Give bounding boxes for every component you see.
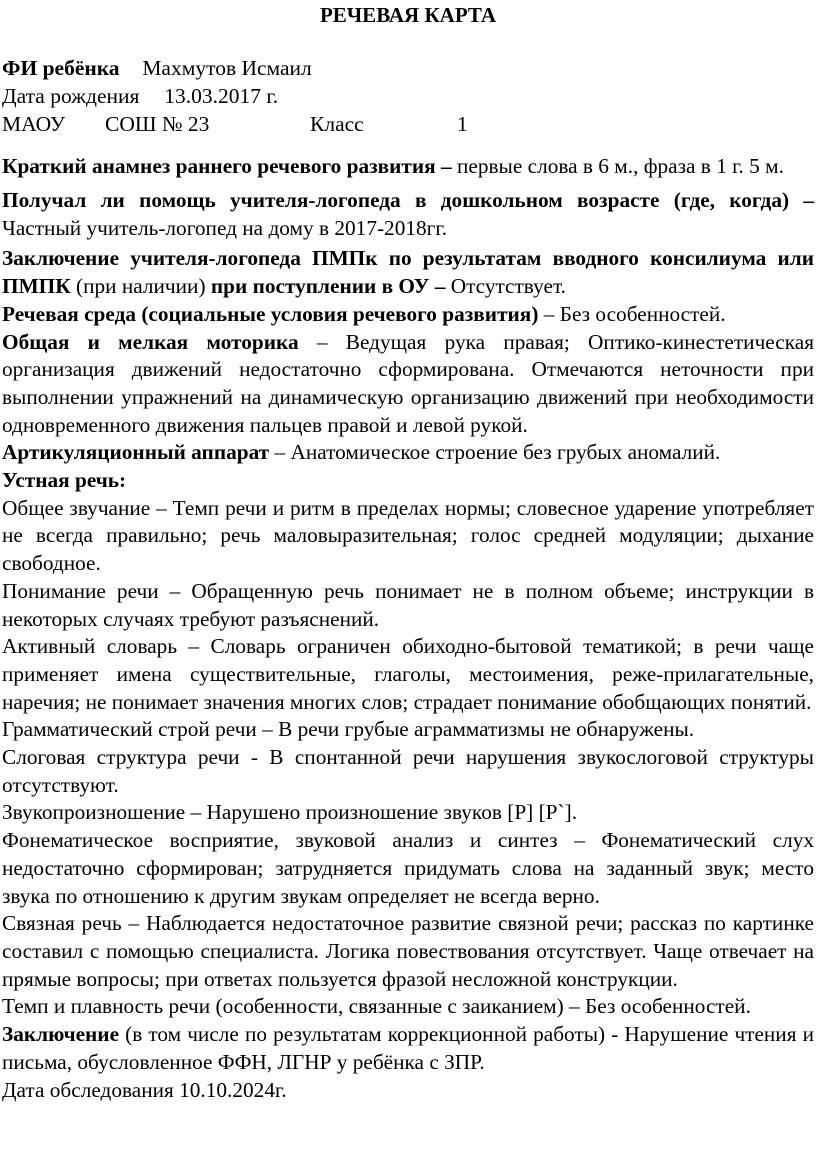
- school-org: МАОУ: [2, 112, 66, 136]
- child-name-label: ФИ ребёнка: [2, 56, 120, 80]
- pmpk-paragraph: [2, 245, 814, 300]
- class-label: Класс: [310, 112, 364, 136]
- pmpk-middle: (при наличии): [70, 274, 211, 299]
- pmpk-text: Отсутствует.: [445, 274, 566, 299]
- oral-speech-label: Устная речь:: [2, 468, 127, 493]
- pmpk-label2: при поступлении в ОУ –: [210, 274, 446, 299]
- speech-env-label: Речевая среда (социальные условия речевого развития): [2, 301, 539, 326]
- school-name: СОШ № 23: [105, 112, 210, 136]
- conclusion-text: (в том числе по результатам коррекционной работы) - Нарушение чтения и письма, обусловленное ФФН, ЛГНР у ребёнка с ЗПР.: [2, 1022, 814, 1074]
- motor-paragraph: [2, 329, 814, 440]
- grammar-paragraph: Грамматический строй речи – В речи грубые аграмматизмы не обнаружены.: [2, 717, 695, 742]
- articulation-text: – Анатомическое строение без грубых аномалий.: [269, 440, 721, 465]
- tempo-paragraph: Темп и плавность речи (особенности, связанные с заиканием) – Без особенностей.: [2, 994, 751, 1019]
- phonemic-paragraph: Фонематическое восприятие, звуковой анализ и синтез – Фонематический слух недостаточно сформирован; затрудняется придумать слова на заданный звук; место звука по отношению к другим звукам определяет не всегда верно.: [2, 828, 814, 908]
- exam-date: Дата обследования 10.10.2024г.: [2, 1077, 287, 1102]
- motor-text: – Ведущая рука правая; Оптико-кинестетическая организация движений недостаточно сформирована. Отмечаются неточности при выполнении упражнений на динамическую организацию движений при необходимости одновременного движения пальцев правой и левой рукой.: [2, 329, 814, 437]
- vocabulary-paragraph: Активный словарь – Словарь ограничен обиходно-бытовой тематикой; в речи чаще применяет имена существительные, глаголы, местоимения, реже-прилагательные, наречия; не понимает значения многих слов; страдает понимание обобщающих понятий.: [2, 634, 814, 714]
- speech-env-paragraph: [2, 301, 814, 329]
- articulation-paragraph: [2, 439, 814, 467]
- conclusion-label: Заключение: [2, 1022, 120, 1047]
- understanding-paragraph: Понимание речи – Обращенную речь понимает не в полном объеме; инструкции в некоторых случаях требуют разъяснений.: [2, 578, 814, 631]
- birth-date-label: Дата рождения: [2, 84, 140, 108]
- anamnesis-label: Краткий анамнез раннего речевого развития –: [2, 154, 452, 178]
- document-title: РЕЧЕВАЯ КАРТА: [319, 3, 497, 27]
- child-name-row: [2, 55, 312, 82]
- preschool-help-label: Получал ли помощь учителя-логопеда в дошкольном возрасте (где, когда) –: [2, 188, 814, 212]
- speech-env-text: – Без особенностей.: [538, 301, 726, 326]
- pronunciation-paragraph: Звукопроизношение – Нарушено произношение звуков [Р] [Р`].: [2, 800, 578, 825]
- school-row: [2, 111, 814, 138]
- syllable-paragraph: Слоговая структура речи - В спонтанной речи нарушения звукослоговой структуры отсутствуют.: [2, 745, 814, 797]
- class-value: 1: [457, 112, 468, 136]
- articulation-label: Артикуляционный аппарат: [2, 440, 270, 465]
- pmpk-label: Заключение учителя-логопеда ПМПк по результатам вводного консилиума или ПМПК: [2, 246, 814, 299]
- anamnesis-text: первые слова в 6 м., фраза в 1 г. 5 м.: [451, 154, 784, 178]
- motor-label: Общая и мелкая моторика: [2, 329, 299, 354]
- preschool-help-paragraph: [2, 187, 814, 242]
- oral-speech-heading: [2, 467, 814, 495]
- anamnesis-paragraph: [2, 151, 814, 182]
- birth-date-value: 13.03.2017 г.: [164, 84, 279, 108]
- coherent-speech-paragraph: Связная речь – Наблюдается недостаточное развитие связной речи; рассказ по картинке составил с помощью специалиста. Логика повествования отсутствует. Чаще отвечает на прямые вопросы; при ответах пользуется фразой несложной конструкции.: [2, 911, 814, 991]
- general-sound-paragraph: Общее звучание – Темп речи и ритм в пределах нормы; словесное ударение употребляет не всегда правильно; речь маловыразительная; голос средней модуляции; дыхание свободное.: [2, 495, 814, 576]
- child-name-value: Махмутов Исмаил: [142, 56, 312, 80]
- conclusion-paragraph: [2, 1021, 814, 1076]
- preschool-help-text: Частный учитель-логопед на дому в 2017-2018гг.: [2, 215, 448, 240]
- document-body: [2, 151, 814, 1104]
- birth-date-row: [2, 83, 278, 110]
